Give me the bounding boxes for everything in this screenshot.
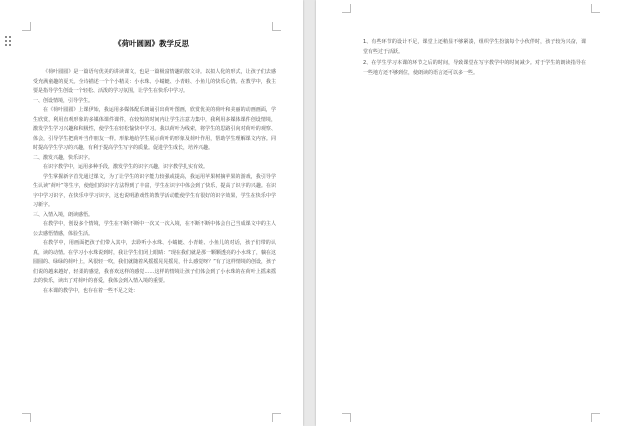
page-corner-mark [272,413,281,422]
paragraph: 1、有些环节的设计不足，课堂上还稍显不够紧凑，组织学生扮演每个小伙伴时，孩子较为兴奋，课堂有些过于活跃。 [363,39,586,55]
page-corner-mark [22,22,31,31]
paragraph: 在识字教学中，运用多种手段，激发学生的识字兴趣，识字教学扎实有效。 [43,164,209,170]
paragraph: 在本课的教学中，也存在着一些不足之处： [43,287,139,294]
paragraph: 在教学中，用画面把孩子们带入其中，去聆听小水珠、小蜻蜓、小青蛙、小鱼儿的对话，孩子们带的认真，读的动情。在学习小水珠说到时，我让学生们闭上眼睛：“现在我们就是那一颗颗透亮的小水珠了，躺在这圆圆的、绿绿的荷叶上，风很轻一吹，我们就随着风摇摇晃晃摇晃，什么感觉呀？”有了这样情境的创设，孩子们说的越来越好，轻柔的感觉，我喜欢这样的感觉……这样的情境让孩子们体会到了小水珠的在荷叶上摇来摇去的快乐，读出了对荷叶的喜爱，我体会到入情入境的重要。 [33,240,276,284]
document-page-1 [0,0,303,426]
page-corner-mark [342,413,351,422]
document-page-2 [316,0,626,426]
paragraph: 三、入情入境，朗读感悟。 [33,211,94,218]
document-title: 《荷叶圆圆》教学反思 [114,39,189,48]
document-body-continued [363,38,586,80]
page-corner-mark [272,22,281,31]
page-corner-mark [22,413,31,422]
page-corner-mark [591,4,600,13]
paragraph: 在《荷叶圆圆》上课伊始，我运用多媒体配乐朗诵引出荷叶图画，欣赏优美的荷叶和美丽的动画画面，学生欣赏，利用直观形象的多媒体课件课件，在较短的时间内让学生注意力集中，我利用多媒体课件创设情境，激发学生学习兴趣和积极性，使学生在轻松愉快中学习。我以荷叶为线索，将学生的思路引向对荷叶的观察、体会，引导学生把荷叶当作朋友一样。形象地给学生展示荷叶的形象及荷叶作用，帮助学生理解课文内容。同时提高学生学习的兴趣，有利于提高学生写字的质量。促进学生成长，培养兴趣。 [33,107,276,151]
paragraph: 学生掌握新字首先通过课文，为了让学生的识字能力较强或提高，我运用苹果树摘苹果的游戏，我引导学生认读“荷叶”等生字，使他们的识字方法得到了丰富，学生在识字中体会到了快乐，提高了识字的兴趣。在识字中学习识字，在快乐中学习识字，这也说明游戏性的教学活动能使学生有很好的识字效果，学生在快乐中学习新字。 [33,173,276,208]
paragraph: 2、在学生学习本课的环节之后的时间，导致课堂在写字教学中的时间减少。对于学生的朗读指导在一些地方还不够到位，使朗读的语言还可以多一些。 [363,60,586,76]
document-body [33,68,276,296]
paragraph: 在教学中，创设多个情境，学生在不断不断中一次又一次入境，在不断不断中体会自己当成课文中的主人公去感悟情感，体验生活。 [33,221,276,237]
paragraph: 一、创设情境，引导学生。 [33,97,94,104]
page-corner-mark [342,4,351,13]
paragraph: 《荷叶圆圆》是一篇语句优美的讲读课文，也是一篇极富情趣的散文诗。以拟人化的形式，让孩子们去感受充满童趣的夏天。全诗描述一个个小精灵：小水珠、小蜻蜓、小青蛙、小鱼儿的快乐心情。在教学中，我主要是指导学生创设一个轻松、活泼的学习氛围，让学生在快乐中学习。 [33,69,276,94]
page-corner-mark [591,413,600,422]
paragraph: 二、激发兴趣，快乐识字。 [33,154,94,161]
